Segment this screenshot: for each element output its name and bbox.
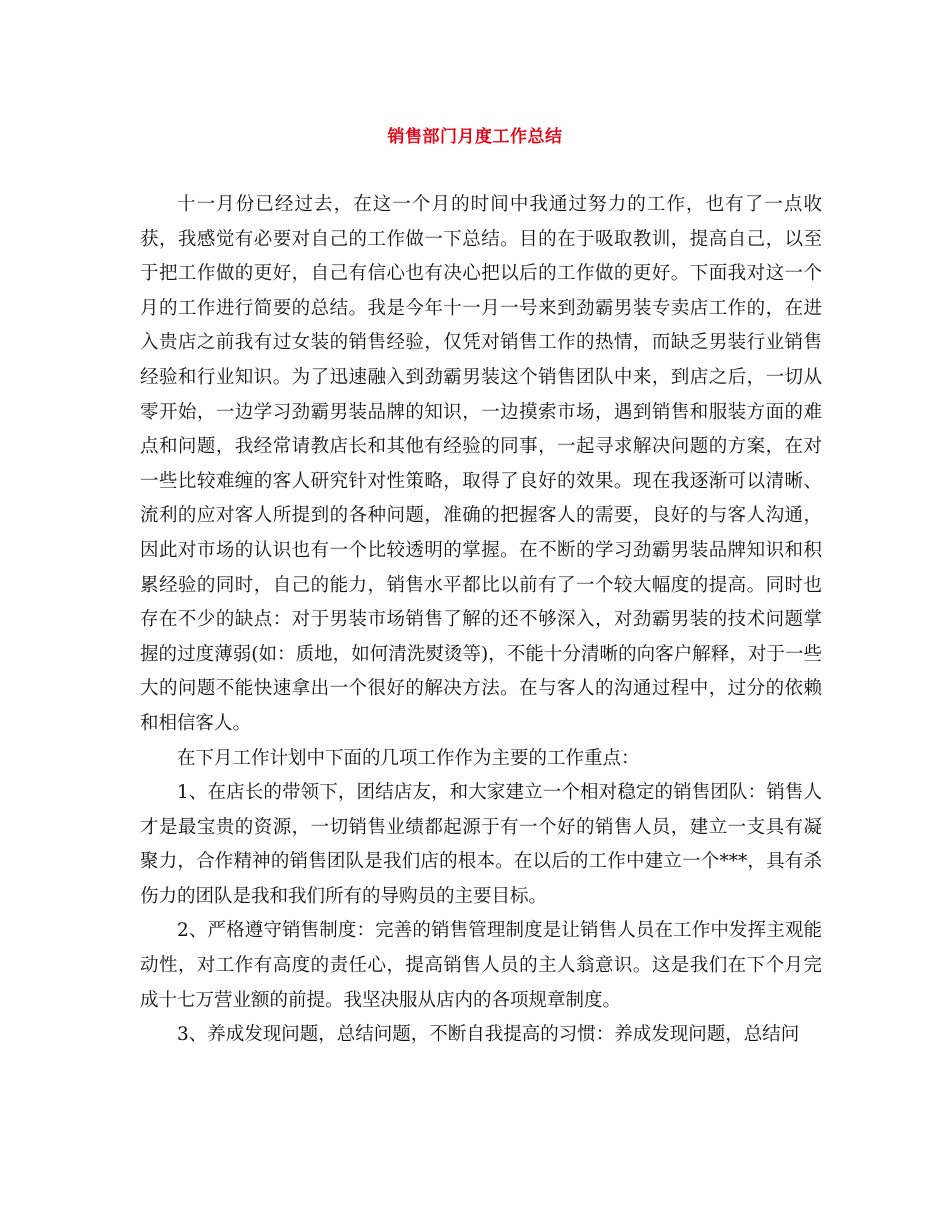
document-title: 销售部门月度工作总结: [387, 127, 563, 147]
paragraph-plan-intro: 在下月工作计划中下面的几项工作作为主要的工作重点：: [177, 747, 640, 769]
paragraph-item-1: 1、在店长的带领下，团结店友，和大家建立一个相对稳定的销售团队：销售人才是最宝贵的资源，一切销售业绩都起源于有一个好的销售人员，建立一支具有凝聚力，合作精神的销售团队是我们店的根本。在以后的工作中建立一个***，具有杀伤力的团队是我和我们所有的导购员的主要目标。: [140, 782, 822, 907]
paragraph-summary: 十一月份已经过去，在这一个月的时间中我通过努力的工作，也有了一点收获，我感觉有必要对自己的工作做一下总结。目的在于吸取教训，提高自己，以至于把工作做的更好，自己有信心也有决心把以后的工作做的更好。下面我对这一个月的工作进行简要的总结。我是今年十一月一号来到劲霸男装专卖店工作的，在进入贵店之前我有过女装的销售经验，仅凭对销售工作的热情，而缺乏男装行业销售经验和行业知识。为了迅速融入到劲霸男装这个销售团队中来，到店之后，一切从零开始，一边学习劲霸男装品牌的知识，一边摸索市场，遇到销售和服装方面的难点和问题，我经常请教店长和其他有经验的同事，一起寻求解决问题的方案，在对一些比较难缠的客人研究针对性策略，取得了良好的效果。现在我逐渐可以清晰、流利的应对客人所提到的各种问题，准确的把握客人的需要，良好的与客人沟通，因此对市场的认识也有一个比较透明的掌握。在不断的学习劲霸男装品牌知识和积累经验的同时，自己的能力，销售水平都比以前有了一个较大幅度的提高。同时也存在不少的缺点：对于男装市场销售了解的还不够深入，对劲霸男装的技术问题掌握的过度薄弱(如：质地，如何清洗熨烫等)，不能十分清晰的向客户解释，对于一些大的问题不能快速拿出一个很好的解决方法。在与客人的沟通过程中，过分的依赖和相信客人。: [140, 194, 822, 734]
paragraph-item-3: 3、养成发现问题，总结问题，不断自我提高的习惯：养成发现问题，总结问: [177, 1024, 800, 1046]
paragraph-item-2: 2、严格遵守销售制度：完善的销售管理制度是让销售人员在工作中发挥主观能动性，对工作有高度的责任心，提高销售人员的主人翁意识。这是我们在下个月完成十七万营业额的前提。我坚决服从店内的各项规章制度。: [140, 920, 822, 1011]
document-body: [140, 188, 822, 1053]
